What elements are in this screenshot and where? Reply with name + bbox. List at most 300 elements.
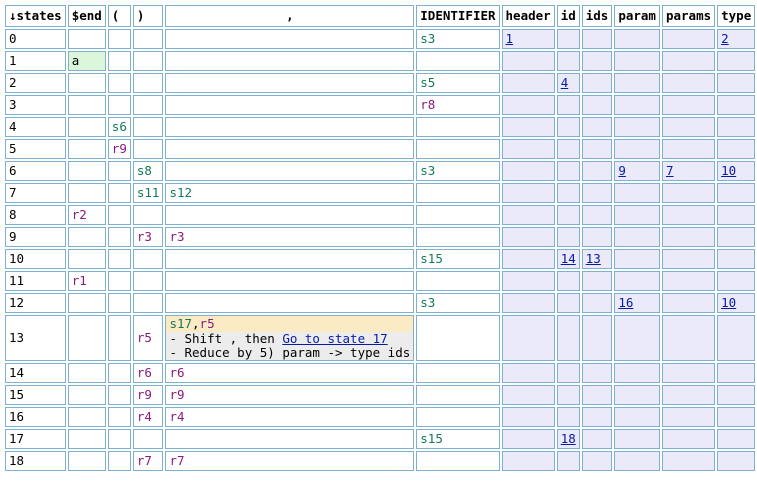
cell-comma — [165, 51, 414, 71]
col-header-type: type — [717, 5, 755, 27]
cell-state — [5, 407, 66, 427]
cell-state — [5, 95, 66, 115]
cell-ids — [582, 429, 613, 449]
cell-end — [68, 363, 106, 383]
cell-param — [614, 451, 660, 471]
cell-param — [614, 183, 660, 203]
cell-comma — [165, 429, 414, 449]
cell-rparen — [133, 29, 164, 49]
cell-identifier — [416, 139, 499, 159]
action-value: r7 — [169, 453, 185, 468]
cell-ids — [582, 293, 613, 313]
state-number: 5 — [9, 141, 17, 156]
goto-link[interactable]: 1 — [505, 31, 514, 46]
state-number: 18 — [9, 453, 25, 468]
cell-param — [614, 249, 660, 269]
action-value: r9 — [111, 141, 127, 156]
cell-id — [557, 429, 580, 449]
cell-lparen — [108, 117, 131, 137]
cell-rparen — [133, 249, 164, 269]
goto-link[interactable]: 13 — [585, 251, 601, 266]
col-header-id: id — [557, 5, 580, 27]
goto-link[interactable]: 18 — [560, 431, 576, 446]
cell-end — [68, 385, 106, 405]
cell-header — [502, 451, 555, 471]
cell-type — [717, 271, 755, 291]
cell-ids — [582, 249, 613, 269]
cell-end — [68, 429, 106, 449]
cell-identifier — [416, 385, 499, 405]
cell-comma — [165, 271, 414, 291]
col-header-end: $end — [68, 5, 106, 27]
cell-type — [717, 73, 755, 93]
action-value: r6 — [169, 365, 185, 380]
conflict-cell — [165, 315, 414, 361]
goto-state-link[interactable]: Go to state 17 — [282, 331, 388, 346]
cell-rparen — [133, 73, 164, 93]
cell-param — [614, 315, 660, 361]
goto-link[interactable]: 4 — [560, 75, 569, 90]
action-value: r9 — [169, 387, 185, 402]
cell-comma — [165, 451, 414, 471]
cell-comma — [165, 249, 414, 269]
cell-rparen — [133, 51, 164, 71]
table-row — [5, 139, 755, 159]
cell-comma — [165, 161, 414, 181]
cell-ids — [582, 161, 613, 181]
cell-type — [717, 363, 755, 383]
cell-comma — [165, 363, 414, 383]
cell-ids — [582, 407, 613, 427]
cell-end — [68, 117, 106, 137]
table-row — [5, 95, 755, 115]
cell-params — [662, 227, 715, 247]
cell-id — [557, 117, 580, 137]
cell-param — [614, 73, 660, 93]
cell-state — [5, 363, 66, 383]
action-value: s3 — [420, 295, 436, 310]
cell-lparen — [108, 73, 131, 93]
cell-state — [5, 139, 66, 159]
goto-link[interactable]: 10 — [721, 163, 737, 178]
cell-identifier — [416, 73, 499, 93]
cell-type — [717, 451, 755, 471]
cell-id — [557, 29, 580, 49]
action-value: r8 — [420, 97, 436, 112]
cell-header — [502, 205, 555, 225]
state-number: 2 — [9, 75, 17, 90]
cell-param — [614, 385, 660, 405]
cell-comma — [165, 227, 414, 247]
cell-params — [662, 161, 715, 181]
cell-comma — [165, 95, 414, 115]
cell-ids — [582, 73, 613, 93]
goto-link[interactable]: 10 — [721, 295, 737, 310]
state-number: 9 — [9, 229, 17, 244]
cell-type — [717, 429, 755, 449]
cell-header — [502, 95, 555, 115]
cell-params — [662, 117, 715, 137]
cell-identifier — [416, 227, 499, 247]
goto-link[interactable]: 7 — [665, 163, 674, 178]
cell-header — [502, 271, 555, 291]
table-row — [5, 293, 755, 313]
table-row — [5, 271, 755, 291]
cell-comma — [165, 183, 414, 203]
conflict-separator: , — [192, 316, 200, 331]
cell-ids — [582, 95, 613, 115]
cell-header — [502, 51, 555, 71]
cell-comma — [165, 407, 414, 427]
cell-rparen — [133, 271, 164, 291]
cell-type — [717, 293, 755, 313]
cell-identifier — [416, 451, 499, 471]
cell-type — [717, 205, 755, 225]
cell-id — [557, 51, 580, 71]
state-number: 13 — [9, 330, 25, 345]
cell-end — [68, 73, 106, 93]
cell-rparen — [133, 407, 164, 427]
cell-state — [5, 51, 66, 71]
cell-type — [717, 407, 755, 427]
cell-lparen — [108, 315, 131, 361]
cell-state — [5, 183, 66, 203]
cell-lparen — [108, 407, 131, 427]
cell-params — [662, 451, 715, 471]
cell-lparen — [108, 385, 131, 405]
cell-ids — [582, 139, 613, 159]
cell-type — [717, 29, 755, 49]
cell-header — [502, 227, 555, 247]
state-number: 4 — [9, 119, 17, 134]
cell-params — [662, 385, 715, 405]
conflict-shift-prefix: - Shift , then — [169, 331, 283, 346]
cell-rparen — [133, 451, 164, 471]
cell-params — [662, 139, 715, 159]
action-value: r1 — [71, 273, 87, 288]
cell-param — [614, 139, 660, 159]
cell-id — [557, 139, 580, 159]
table-row — [5, 51, 755, 71]
cell-state — [5, 451, 66, 471]
cell-rparen — [133, 95, 164, 115]
cell-header — [502, 293, 555, 313]
cell-lparen — [108, 271, 131, 291]
cell-header — [502, 429, 555, 449]
cell-lparen — [108, 161, 131, 181]
cell-type — [717, 51, 755, 71]
cell-comma — [165, 73, 414, 93]
cell-identifier — [416, 51, 499, 71]
col-header-comma: , — [165, 5, 414, 27]
cell-rparen — [133, 385, 164, 405]
table-row — [5, 249, 755, 269]
cell-ids — [582, 117, 613, 137]
cell-params — [662, 363, 715, 383]
cell-param — [614, 429, 660, 449]
cell-comma — [165, 385, 414, 405]
cell-rparen — [133, 315, 164, 361]
cell-comma — [165, 29, 414, 49]
state-number: 1 — [9, 53, 17, 68]
cell-end — [68, 139, 106, 159]
cell-end — [68, 227, 106, 247]
table-row — [5, 29, 755, 49]
state-number: 17 — [9, 431, 25, 446]
cell-type — [717, 385, 755, 405]
cell-id — [557, 227, 580, 247]
goto-link[interactable]: 9 — [618, 163, 626, 178]
action-value: s12 — [169, 185, 193, 200]
action-value: s3 — [420, 31, 436, 46]
cell-param — [614, 205, 660, 225]
cell-end — [68, 161, 106, 181]
col-header-ids: ids — [582, 5, 613, 27]
cell-header — [502, 139, 555, 159]
cell-end — [68, 271, 106, 291]
cell-params — [662, 205, 715, 225]
cell-params — [662, 293, 715, 313]
cell-lparen — [108, 95, 131, 115]
cell-type — [717, 249, 755, 269]
cell-lparen — [108, 51, 131, 71]
cell-id — [557, 249, 580, 269]
conflict-reduce-action: r5 — [199, 316, 215, 331]
cell-ids — [582, 205, 613, 225]
cell-type — [717, 183, 755, 203]
cell-lparen — [108, 183, 131, 203]
state-number: 11 — [9, 273, 25, 288]
col-header-states: ↓states — [5, 5, 66, 27]
cell-header — [502, 117, 555, 137]
cell-ids — [582, 271, 613, 291]
cell-param — [614, 161, 660, 181]
cell-comma — [165, 139, 414, 159]
action-value: s3 — [420, 163, 436, 178]
cell-header — [502, 385, 555, 405]
cell-identifier — [416, 407, 499, 427]
table-row — [5, 73, 755, 93]
table-row — [5, 205, 755, 225]
cell-params — [662, 73, 715, 93]
cell-id — [557, 407, 580, 427]
cell-param — [614, 271, 660, 291]
cell-lparen — [108, 227, 131, 247]
cell-ids — [582, 451, 613, 471]
cell-lparen — [108, 139, 131, 159]
cell-params — [662, 29, 715, 49]
cell-identifier — [416, 315, 499, 361]
cell-identifier — [416, 117, 499, 137]
cell-params — [662, 271, 715, 291]
cell-header — [502, 315, 555, 361]
state-number: 12 — [9, 295, 25, 310]
goto-link[interactable]: 2 — [721, 31, 729, 46]
cell-params — [662, 95, 715, 115]
parse-table — [3, 3, 757, 473]
cell-identifier — [416, 429, 499, 449]
cell-params — [662, 315, 715, 361]
table-row — [5, 363, 755, 383]
action-value: r6 — [136, 365, 152, 380]
cell-lparen — [108, 29, 131, 49]
action-value: s11 — [136, 185, 160, 200]
cell-identifier — [416, 293, 499, 313]
cell-end — [68, 315, 106, 361]
cell-end — [68, 29, 106, 49]
action-value: s15 — [420, 431, 443, 446]
table-row — [5, 429, 755, 449]
table-row — [5, 183, 755, 203]
cell-type — [717, 117, 755, 137]
cell-rparen — [133, 363, 164, 383]
cell-rparen — [133, 117, 164, 137]
header-row — [5, 5, 755, 27]
conflict-shift-action: s17 — [169, 316, 193, 331]
action-value: r7 — [136, 453, 152, 468]
conflict-actions — [166, 316, 413, 332]
cell-identifier — [416, 161, 499, 181]
table-row — [5, 315, 755, 361]
action-value: r2 — [71, 207, 87, 222]
cell-rparen — [133, 183, 164, 203]
cell-header — [502, 183, 555, 203]
action-value: a — [71, 53, 80, 68]
table-row — [5, 117, 755, 137]
cell-params — [662, 183, 715, 203]
cell-id — [557, 451, 580, 471]
goto-link[interactable]: 14 — [560, 251, 576, 266]
cell-lparen — [108, 451, 131, 471]
table-row — [5, 451, 755, 471]
cell-rparen — [133, 161, 164, 181]
cell-state — [5, 227, 66, 247]
col-header-params: params — [662, 5, 715, 27]
col-header-rparen: ) — [133, 5, 164, 27]
action-value: r5 — [136, 330, 152, 345]
cell-params — [662, 249, 715, 269]
cell-identifier — [416, 271, 499, 291]
cell-param — [614, 29, 660, 49]
cell-comma — [165, 293, 414, 313]
cell-end — [68, 205, 106, 225]
state-number: 3 — [9, 97, 17, 112]
cell-id — [557, 385, 580, 405]
action-value: r3 — [169, 229, 185, 244]
state-number: 0 — [9, 31, 17, 46]
cell-state — [5, 29, 66, 49]
cell-rparen — [133, 205, 164, 225]
cell-param — [614, 95, 660, 115]
cell-type — [717, 161, 755, 181]
state-number: 7 — [9, 185, 17, 200]
cell-state — [5, 315, 66, 361]
conflict-shift-line — [166, 332, 413, 346]
cell-id — [557, 95, 580, 115]
cell-end — [68, 183, 106, 203]
table-row — [5, 161, 755, 181]
cell-comma — [165, 117, 414, 137]
cell-end — [68, 451, 106, 471]
state-number: 8 — [9, 207, 17, 222]
action-value: r4 — [169, 409, 185, 424]
cell-lparen — [108, 205, 131, 225]
cell-id — [557, 271, 580, 291]
action-value: s8 — [136, 163, 152, 178]
cell-lparen — [108, 429, 131, 449]
cell-identifier — [416, 363, 499, 383]
cell-identifier — [416, 205, 499, 225]
cell-identifier — [416, 249, 499, 269]
cell-header — [502, 363, 555, 383]
cell-id — [557, 315, 580, 361]
cell-param — [614, 293, 660, 313]
cell-identifier — [416, 95, 499, 115]
cell-param — [614, 227, 660, 247]
cell-rparen — [133, 139, 164, 159]
state-number: 14 — [9, 365, 25, 380]
cell-params — [662, 407, 715, 427]
action-value: r4 — [136, 409, 152, 424]
cell-state — [5, 385, 66, 405]
cell-header — [502, 161, 555, 181]
cell-type — [717, 139, 755, 159]
action-value: s5 — [420, 75, 436, 90]
cell-type — [717, 95, 755, 115]
cell-identifier — [416, 29, 499, 49]
cell-id — [557, 161, 580, 181]
cell-id — [557, 73, 580, 93]
cell-header — [502, 29, 555, 49]
cell-state — [5, 429, 66, 449]
cell-state — [5, 271, 66, 291]
cell-param — [614, 363, 660, 383]
cell-type — [717, 227, 755, 247]
state-number: 15 — [9, 387, 25, 402]
cell-state — [5, 117, 66, 137]
cell-end — [68, 407, 106, 427]
table-row — [5, 385, 755, 405]
cell-id — [557, 183, 580, 203]
cell-header — [502, 73, 555, 93]
table-row — [5, 227, 755, 247]
cell-end — [68, 293, 106, 313]
cell-ids — [582, 183, 613, 203]
action-value: s15 — [420, 251, 443, 266]
cell-id — [557, 363, 580, 383]
cell-param — [614, 51, 660, 71]
cell-state — [5, 205, 66, 225]
cell-state — [5, 293, 66, 313]
goto-link[interactable]: 16 — [618, 295, 634, 310]
col-header-header: header — [502, 5, 555, 27]
state-number: 6 — [9, 163, 17, 178]
col-header-param: param — [614, 5, 660, 27]
cell-rparen — [133, 429, 164, 449]
cell-state — [5, 161, 66, 181]
table-row — [5, 407, 755, 427]
cell-ids — [582, 363, 613, 383]
action-value: s6 — [111, 119, 127, 134]
table-body — [5, 29, 755, 471]
cell-header — [502, 249, 555, 269]
cell-ids — [582, 51, 613, 71]
cell-lparen — [108, 293, 131, 313]
cell-comma — [165, 205, 414, 225]
cell-state — [5, 73, 66, 93]
cell-lparen — [108, 249, 131, 269]
cell-id — [557, 293, 580, 313]
